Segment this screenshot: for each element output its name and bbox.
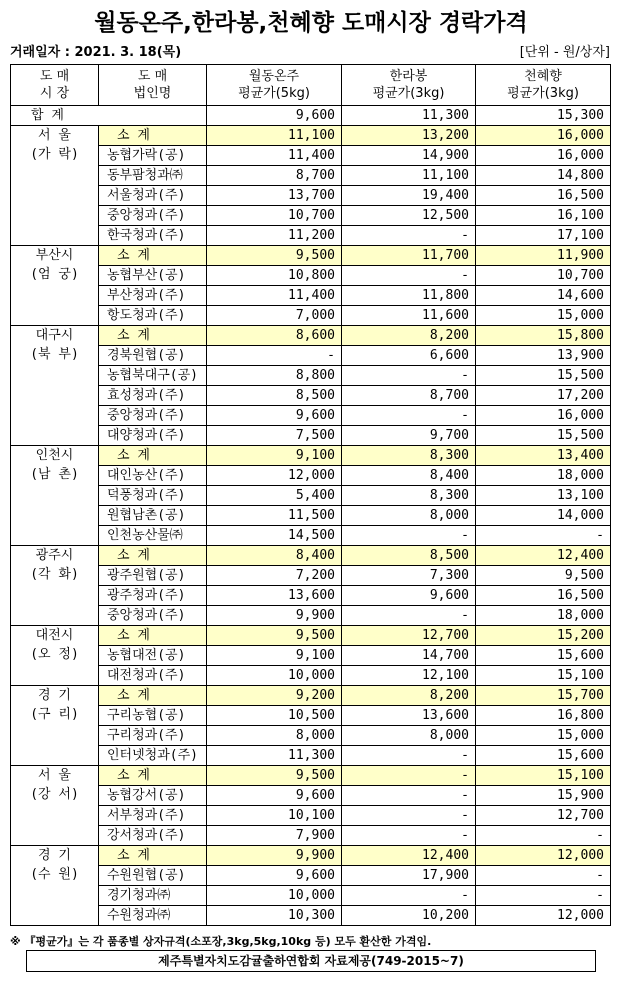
corp-name: 구리농협(공) [99, 706, 207, 726]
value-col2: 9,700 [342, 426, 476, 446]
subtotal-v1: 9,500 [207, 246, 342, 266]
subtotal-label: 소 계 [99, 446, 207, 466]
subtotal-v1: 9,200 [207, 686, 342, 706]
table-row [11, 806, 611, 826]
table-row [11, 886, 611, 906]
subtotal-row [11, 766, 611, 786]
corp-name: 대양청과(주) [99, 426, 207, 446]
value-col3: 16,800 [476, 706, 611, 726]
subtotal-row [11, 546, 611, 566]
corp-name: 농협가락(공) [99, 146, 207, 166]
value-col3: 14,600 [476, 286, 611, 306]
value-col2: - [342, 886, 476, 906]
value-col2: - [342, 746, 476, 766]
subtotal-v1: 9,900 [207, 846, 342, 866]
subtotal-v3: 12,000 [476, 846, 611, 866]
value-col1: 10,700 [207, 206, 342, 226]
value-col2: 14,700 [342, 646, 476, 666]
value-col3: 15,600 [476, 746, 611, 766]
subtotal-v2: 11,700 [342, 246, 476, 266]
page-title: 월동온주,한라봉,천혜향 도매시장 경락가격 [94, 10, 528, 36]
corp-name: 서울청과(주) [99, 186, 207, 206]
value-col2: 8,000 [342, 726, 476, 746]
value-col2: 9,600 [342, 586, 476, 606]
value-col1: 9,600 [207, 406, 342, 426]
value-col1: 14,500 [207, 526, 342, 546]
table-row [11, 406, 611, 426]
value-col1: 11,500 [207, 506, 342, 526]
subtotal-label: 소 계 [99, 626, 207, 646]
value-col1: 7,200 [207, 566, 342, 586]
corp-name: 농협부산(공) [99, 266, 207, 286]
subtotal-v3: 15,800 [476, 326, 611, 346]
value-col2: 6,600 [342, 346, 476, 366]
subtotal-v3: 15,700 [476, 686, 611, 706]
table-row [11, 226, 611, 246]
value-col2: 8,300 [342, 486, 476, 506]
value-col2: - [342, 806, 476, 826]
value-col2: - [342, 366, 476, 386]
value-col3: 9,500 [476, 566, 611, 586]
value-col2: 11,100 [342, 166, 476, 186]
subtotal-label: 소 계 [99, 766, 207, 786]
value-col3: 17,200 [476, 386, 611, 406]
value-col1: 7,500 [207, 426, 342, 446]
subtotal-row [11, 126, 611, 146]
value-col3: 16,000 [476, 146, 611, 166]
header-col1: 월동온주 평균가(5kg) [207, 65, 342, 106]
table-row [11, 746, 611, 766]
value-col3: 15,900 [476, 786, 611, 806]
corp-name: 중앙청과(주) [99, 606, 207, 626]
value-col3: 15,000 [476, 726, 611, 746]
value-col2: - [342, 606, 476, 626]
value-col3: 16,000 [476, 406, 611, 426]
subtotal-v1: 8,400 [207, 546, 342, 566]
table-row [11, 486, 611, 506]
value-col3: 17,100 [476, 226, 611, 246]
table-row [11, 266, 611, 286]
subtotal-v3: 15,200 [476, 626, 611, 646]
value-col3: 16,100 [476, 206, 611, 226]
subtotal-v2: 8,500 [342, 546, 476, 566]
value-col1: 8,500 [207, 386, 342, 406]
header-row [11, 65, 611, 106]
table-row [11, 346, 611, 366]
table-row [11, 186, 611, 206]
subtotal-v1: 9,100 [207, 446, 342, 466]
subtotal-row [11, 686, 611, 706]
table-row [11, 566, 611, 586]
table-row [11, 586, 611, 606]
value-col1: 11,400 [207, 146, 342, 166]
corp-name: 수원청과㈜ [99, 906, 207, 926]
subtotal-v3: 12,400 [476, 546, 611, 566]
value-col1: 10,500 [207, 706, 342, 726]
value-col2: 19,400 [342, 186, 476, 206]
footnote: ※ 『평균가』는 각 품종별 상자규격(소포장,3kg,5kg,10kg 등) 모두 환산한 가격임. [10, 935, 432, 948]
corp-name: 중앙청과(주) [99, 406, 207, 426]
value-col1: 11,400 [207, 286, 342, 306]
corp-name: 중앙청과(주) [99, 206, 207, 226]
value-col2: 14,900 [342, 146, 476, 166]
table-row [11, 526, 611, 546]
subtotal-row [11, 446, 611, 466]
value-col1: 9,600 [207, 786, 342, 806]
region-cell: 인천시 (남 촌) [11, 446, 99, 546]
value-col1: 10,000 [207, 886, 342, 906]
value-col3: - [476, 526, 611, 546]
corp-name: 인터넷청과(주) [99, 746, 207, 766]
subtotal-v2: 12,400 [342, 846, 476, 866]
corp-name: 농협강서(공) [99, 786, 207, 806]
value-col1: 12,000 [207, 466, 342, 486]
value-col2: 8,400 [342, 466, 476, 486]
value-col3: 15,500 [476, 426, 611, 446]
corp-name: 수원원협(공) [99, 866, 207, 886]
table-row [11, 666, 611, 686]
subtotal-label: 소 계 [99, 546, 207, 566]
corp-name: 농협대전(공) [99, 646, 207, 666]
value-col3: - [476, 886, 611, 906]
value-col3: 12,700 [476, 806, 611, 826]
total-v2: 11,300 [342, 106, 476, 126]
corp-name: 경북원협(공) [99, 346, 207, 366]
unit-label: [단위 - 원/상자] [519, 45, 610, 60]
region-cell: 서 울 (강 서) [11, 766, 99, 846]
subtotal-v3: 13,400 [476, 446, 611, 466]
value-col2: 8,000 [342, 506, 476, 526]
subtotal-label: 소 계 [99, 326, 207, 346]
value-col1: 11,300 [207, 746, 342, 766]
corp-name: 덕풍청과(주) [99, 486, 207, 506]
subtotal-row [11, 626, 611, 646]
region-cell: 대전시 (오 정) [11, 626, 99, 686]
value-col3: 18,000 [476, 466, 611, 486]
region-cell: 부산시 (엄 궁) [11, 246, 99, 326]
value-col2: 12,100 [342, 666, 476, 686]
corp-name: 광주청과(주) [99, 586, 207, 606]
value-col2: - [342, 406, 476, 426]
value-col1: 10,300 [207, 906, 342, 926]
value-col3: 10,700 [476, 266, 611, 286]
corp-name: 대전청과(주) [99, 666, 207, 686]
subtotal-v2: 8,200 [342, 326, 476, 346]
subtotal-label: 소 계 [99, 686, 207, 706]
region-cell: 서 울 (가 락) [11, 126, 99, 246]
value-col2: 12,500 [342, 206, 476, 226]
subtotal-row [11, 326, 611, 346]
value-col3: 16,500 [476, 586, 611, 606]
corp-name: 부산청과(주) [99, 286, 207, 306]
value-col2: - [342, 786, 476, 806]
value-col1: 8,800 [207, 366, 342, 386]
value-col2: - [342, 526, 476, 546]
table-row [11, 306, 611, 326]
subtotal-label: 소 계 [99, 126, 207, 146]
corp-name: 항도청과(주) [99, 306, 207, 326]
value-col2: 8,700 [342, 386, 476, 406]
corp-name: 한국청과(주) [99, 226, 207, 246]
header-col3: 천혜향 평균가(3kg) [476, 65, 611, 106]
value-col1: 13,700 [207, 186, 342, 206]
corp-name: 구리청과(주) [99, 726, 207, 746]
meta-row [10, 41, 610, 61]
table-row [11, 706, 611, 726]
table-row [11, 786, 611, 806]
total-v3: 15,300 [476, 106, 611, 126]
value-col2: 7,300 [342, 566, 476, 586]
table-row [11, 426, 611, 446]
value-col1: 8,000 [207, 726, 342, 746]
value-col2: 11,600 [342, 306, 476, 326]
subtotal-v3: 11,900 [476, 246, 611, 266]
value-col3: 12,000 [476, 906, 611, 926]
subtotal-v2: 12,700 [342, 626, 476, 646]
value-col3: 18,000 [476, 606, 611, 626]
value-col1: 9,100 [207, 646, 342, 666]
table-row [11, 146, 611, 166]
value-col3: 16,500 [476, 186, 611, 206]
table-row [11, 466, 611, 486]
value-col3: 13,100 [476, 486, 611, 506]
subtotal-v1: 9,500 [207, 766, 342, 786]
value-col3: 13,900 [476, 346, 611, 366]
region-cell: 경 기 (구 리) [11, 686, 99, 766]
header-corp: 도 매 법인명 [99, 65, 207, 106]
value-col3: 15,000 [476, 306, 611, 326]
corp-name: 인천농산물㈜ [99, 526, 207, 546]
subtotal-v2: - [342, 766, 476, 786]
value-col1: 7,000 [207, 306, 342, 326]
value-col1: 13,600 [207, 586, 342, 606]
header-col2: 한라봉 평균가(3kg) [342, 65, 476, 106]
region-cell: 광주시 (각 화) [11, 546, 99, 626]
corp-name: 경기청과㈜ [99, 886, 207, 906]
value-col1: 9,600 [207, 866, 342, 886]
value-col3: 14,000 [476, 506, 611, 526]
value-col3: - [476, 866, 611, 886]
table-row [11, 606, 611, 626]
corp-name: 원협남촌(공) [99, 506, 207, 526]
price-table [10, 64, 611, 926]
subtotal-row [11, 846, 611, 866]
subtotal-v3: 15,100 [476, 766, 611, 786]
corp-name: 강서청과(주) [99, 826, 207, 846]
value-col3: 15,500 [476, 366, 611, 386]
header-market: 도 매 시 장 [11, 65, 99, 106]
value-col1: - [207, 346, 342, 366]
subtotal-v2: 8,300 [342, 446, 476, 466]
value-col3: 15,100 [476, 666, 611, 686]
value-col2: 10,200 [342, 906, 476, 926]
value-col3: 15,600 [476, 646, 611, 666]
corp-name: 동부팜청과㈜ [99, 166, 207, 186]
value-col1: 5,400 [207, 486, 342, 506]
subtotal-v2: 13,200 [342, 126, 476, 146]
value-col2: 17,900 [342, 866, 476, 886]
subtotal-row [11, 246, 611, 266]
value-col2: - [342, 826, 476, 846]
region-cell: 경 기 (수 원) [11, 846, 99, 926]
table-row [11, 166, 611, 186]
subtotal-label: 소 계 [99, 246, 207, 266]
value-col1: 10,000 [207, 666, 342, 686]
total-row [11, 106, 611, 126]
subtotal-v2: 8,200 [342, 686, 476, 706]
subtotal-v1: 9,500 [207, 626, 342, 646]
subtotal-v1: 8,600 [207, 326, 342, 346]
table-row [11, 726, 611, 746]
total-label: 합 계 [11, 106, 207, 126]
value-col1: 7,900 [207, 826, 342, 846]
value-col2: - [342, 266, 476, 286]
corp-name: 대인농산(주) [99, 466, 207, 486]
table-row [11, 206, 611, 226]
table-row [11, 826, 611, 846]
value-col1: 10,100 [207, 806, 342, 826]
value-col2: 13,600 [342, 706, 476, 726]
table-row [11, 646, 611, 666]
value-col2: - [342, 226, 476, 246]
region-cell: 대구시 (북 부) [11, 326, 99, 446]
value-col2: 11,800 [342, 286, 476, 306]
table-row [11, 366, 611, 386]
table-row [11, 506, 611, 526]
value-col3: - [476, 826, 611, 846]
corp-name: 효성청과(주) [99, 386, 207, 406]
subtotal-label: 소 계 [99, 846, 207, 866]
source-footer: 제주특별자치도감귤출하연합회 자료제공(749-2015~7) [26, 950, 596, 972]
table-row [11, 386, 611, 406]
table-row [11, 906, 611, 926]
corp-name: 서부청과(주) [99, 806, 207, 826]
value-col1: 9,900 [207, 606, 342, 626]
total-v1: 9,600 [207, 106, 342, 126]
subtotal-v3: 16,000 [476, 126, 611, 146]
table-row [11, 286, 611, 306]
value-col1: 11,200 [207, 226, 342, 246]
table-row [11, 866, 611, 886]
trade-date: 거래일자 : 2021. 3. 18(목) [10, 45, 182, 60]
value-col3: 14,800 [476, 166, 611, 186]
value-col1: 10,800 [207, 266, 342, 286]
corp-name: 광주원협(공) [99, 566, 207, 586]
value-col1: 8,700 [207, 166, 342, 186]
corp-name: 농협북대구(공) [99, 366, 207, 386]
subtotal-v1: 11,100 [207, 126, 342, 146]
